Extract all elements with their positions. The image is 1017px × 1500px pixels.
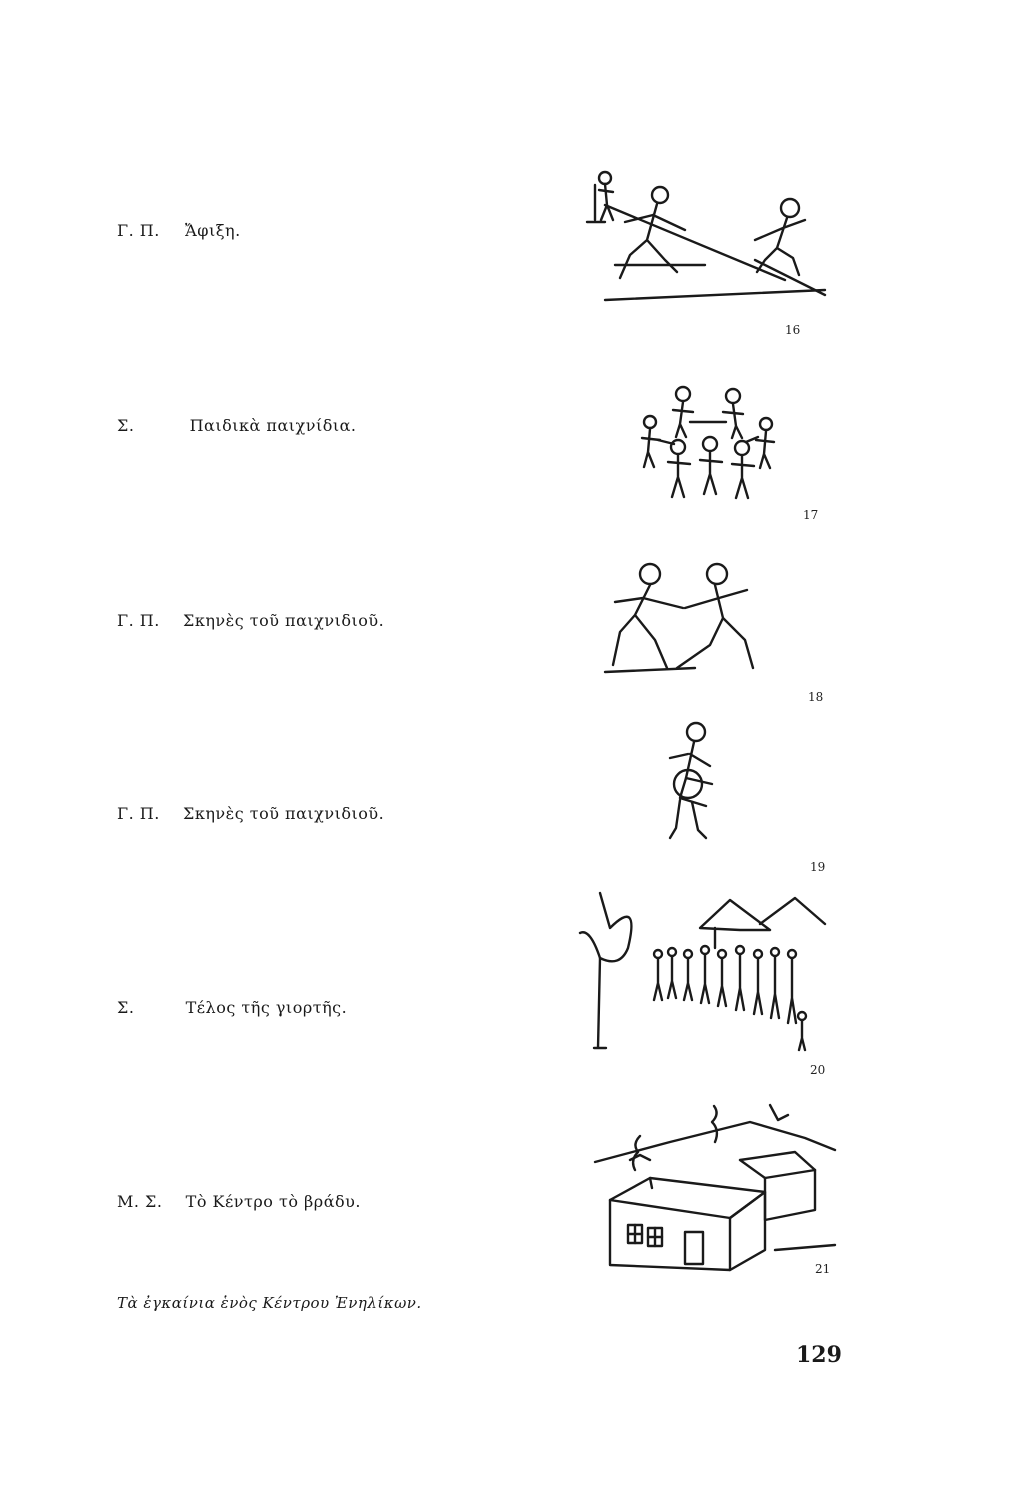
frame-number-18: 18: [808, 690, 824, 704]
scene-label-16: [117, 221, 241, 240]
figure-caption: Τὰ ἐγκαίνια ἑνὸς Κέντρου Ἐνηλίκων.: [117, 1294, 422, 1312]
scene-label-18: [117, 611, 384, 630]
scene-text: Σκηνὲς τοῦ παιχνιδιοῦ.: [183, 804, 385, 823]
scene-code: Σ.: [117, 998, 135, 1017]
frame-number-17: 17: [803, 508, 819, 522]
scene-code: Μ. Σ.: [117, 1192, 163, 1211]
sketch-game-piggyback: [650, 718, 760, 843]
sketch-celebration-end: [570, 888, 830, 1068]
scene-text: Τέλος τῆς γιορτῆς.: [185, 998, 348, 1017]
sketch-childrens-games: [638, 382, 778, 507]
page-number: 129: [796, 1342, 842, 1368]
scene-code: Γ. Π.: [117, 221, 160, 240]
scene-label-17: [117, 416, 357, 435]
scene-text: Τὸ Κέντρο τὸ βράδυ.: [185, 1192, 361, 1211]
frame-number-21: 21: [815, 1262, 831, 1276]
sketch-game-tug: [595, 560, 770, 680]
frame-number-19: 19: [810, 860, 826, 874]
scene-text: Παιδικὰ παιχνίδια.: [189, 416, 357, 435]
frame-number-16: 16: [785, 323, 801, 337]
sketch-arrival: [585, 160, 835, 320]
scene-label-21: [117, 1192, 361, 1211]
scene-code: Γ. Π.: [117, 611, 160, 630]
sketch-centre-night: [590, 1100, 840, 1280]
scene-label-20: [117, 998, 347, 1017]
scene-code: Σ.: [117, 416, 135, 435]
scene-text: Σκηνὲς τοῦ παιχνιδιοῦ.: [183, 611, 385, 630]
scene-label-19: [117, 804, 384, 823]
scene-text: Ἄφιξη.: [185, 221, 241, 240]
scene-code: Γ. Π.: [117, 804, 160, 823]
frame-number-20: 20: [810, 1063, 826, 1077]
